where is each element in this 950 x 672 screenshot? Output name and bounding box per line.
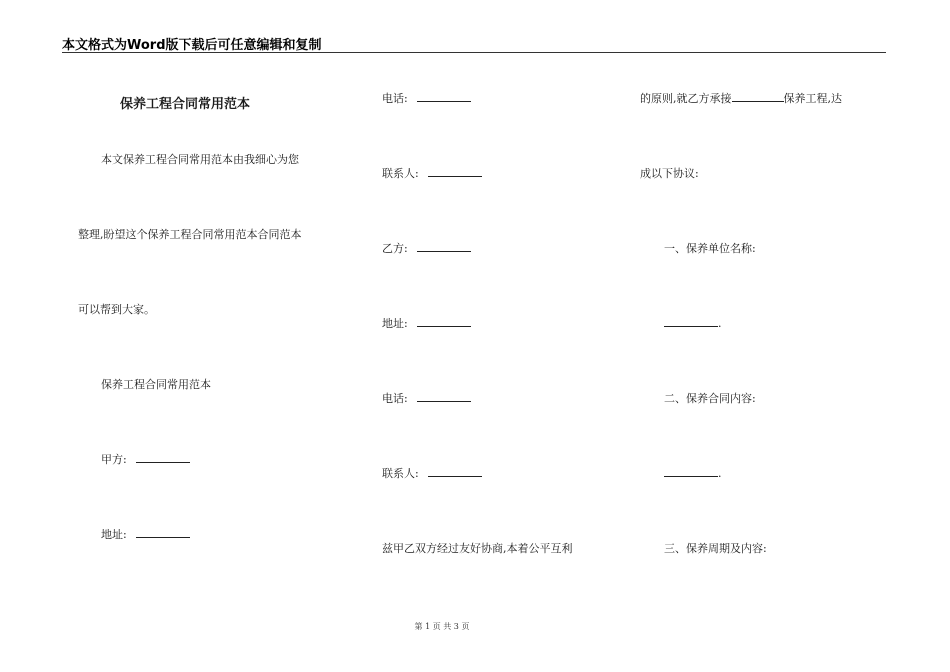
- party-b-address-label: 地址:: [382, 317, 408, 330]
- party-a-address-label: 地址:: [101, 528, 127, 541]
- party-a-contact-blank: [428, 167, 482, 177]
- party-a-phone-label: 电话:: [382, 92, 408, 105]
- party-b-phone-label: 电话:: [382, 392, 408, 405]
- party-b-blank: [417, 242, 471, 252]
- clause-1-end: .: [718, 317, 722, 330]
- clause-2-value-row: [664, 467, 722, 481]
- party-b-phone-blank: [417, 392, 471, 402]
- clause-1-heading: 一、保养单位名称:: [664, 242, 756, 255]
- project-blank: [732, 92, 784, 102]
- party-b-contact-row: [382, 467, 482, 481]
- party-a-label: 甲方:: [101, 453, 127, 466]
- header-text: 本文格式为Word版下载后可任意编辑和复制: [62, 38, 322, 53]
- intro-line-3: 可以帮到大家。: [78, 303, 155, 316]
- party-b-row: [382, 242, 471, 256]
- party-a-address-row: [101, 528, 190, 542]
- preamble-line: 兹甲乙双方经过友好协商,本着公平互利: [382, 542, 573, 555]
- party-b-contact-label: 联系人:: [382, 467, 419, 480]
- page-footer: 第 1 页 共 3 页: [414, 622, 470, 631]
- clause-2-heading: 二、保养合同内容:: [664, 392, 756, 405]
- party-b-label: 乙方:: [382, 242, 408, 255]
- document-title: 保养工程合同常用范本: [120, 97, 251, 112]
- party-b-address-blank: [417, 317, 471, 327]
- intro-line-2: 整理,盼望这个保养工程合同常用范本合同范本: [78, 228, 302, 241]
- intro-line-1: 本文保养工程合同常用范本由我细心为您: [101, 153, 299, 166]
- party-a-phone-row: [382, 92, 471, 106]
- principle-line: [640, 92, 842, 106]
- party-a-row: [101, 453, 190, 467]
- clause-2-end: .: [718, 467, 722, 480]
- principle-text-b: 保养工程,达: [783, 92, 842, 105]
- party-a-contact-label: 联系人:: [382, 167, 419, 180]
- party-b-phone-row: [382, 392, 471, 406]
- party-a-address-blank: [136, 528, 190, 538]
- clause-1-value-row: [664, 317, 722, 331]
- party-b-contact-blank: [428, 467, 482, 477]
- contract-subtitle: 保养工程合同常用范本: [101, 378, 211, 391]
- clause-1-blank: [664, 317, 718, 327]
- party-a-phone-blank: [417, 92, 471, 102]
- party-a-blank: [136, 453, 190, 463]
- party-b-address-row: [382, 317, 471, 331]
- document-header: [62, 34, 886, 53]
- party-a-contact-row: [382, 167, 482, 181]
- clause-3-heading: 三、保养周期及内容:: [664, 542, 767, 555]
- principle-text-a: 的原则,就乙方承接: [640, 92, 732, 105]
- clause-2-blank: [664, 467, 718, 477]
- agreement-line: 成以下协议:: [640, 167, 699, 180]
